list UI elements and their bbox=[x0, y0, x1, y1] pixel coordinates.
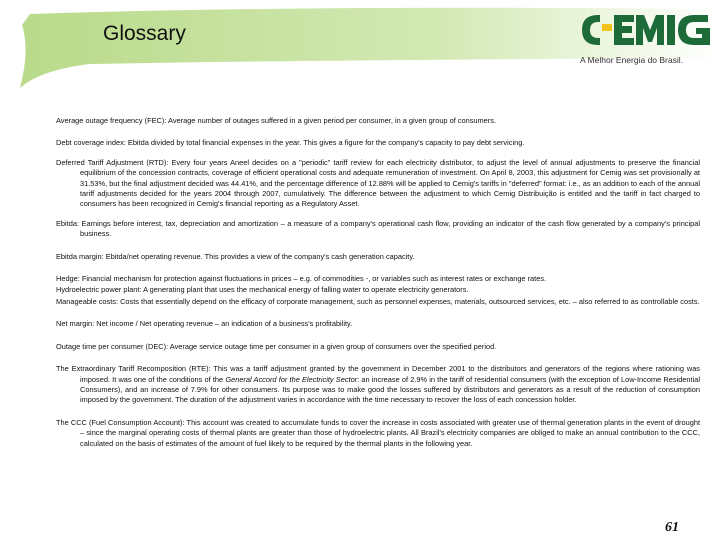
glossary-entry-debt-coverage: Debt coverage index: Ebitda divided by total financial expenses in the year. This gives a figure for the company's capacity to pay debt servicing. bbox=[56, 138, 525, 148]
logo-tagline: A Melhor Energia do Brasil. bbox=[580, 55, 683, 65]
glossary-list bbox=[56, 116, 700, 449]
glossary-entry-hydroelectric: Hydroelectric power plant: A generating plant that uses the mechanical energy of falling water to operate electricity generators. bbox=[56, 285, 469, 295]
glossary-entry-ccc: The CCC (Fuel Consumption Account): This account was created to accumulate funds to cover the increase in costs associated with greater use of thermal generation plants in the event of drought – since the marginal operating costs of thermal plants are greater than those of hydroelectric plants. All Brazil's electricity companies are obliged to make an annual contribution to the CCC, calculated on the basis of estimates of the amount of fuel likely to be required by the thermal plants in the following year. bbox=[56, 417, 700, 448]
rte-text-before: The Extraordinary Tariff Recomposition (RTE): This was a tariff adjustment granted by the government in December 2001 to the distributors and generators of the regions where rationing was imposed. It was one of the conditions of the bbox=[56, 364, 700, 384]
glossary-entry-net-margin: Net margin: Net income / Net operating revenue – an indication of a business's profitability. bbox=[56, 319, 353, 329]
glossary-entry-ebitda: Ebitda: Earnings before interest, tax, depreciation and amortization – a measure of a company's operational cash flow, providing an indicator of the cash flow generated by a company's principal business. bbox=[56, 218, 700, 239]
glossary-entry-manageable-costs: Manageable costs: Costs that essentially depend on the efficacy of corporate management, such as personnel expenses, materials, outsourced services, etc. – also referred to as controllable costs. bbox=[56, 296, 700, 306]
page-title: Glossary bbox=[103, 22, 186, 45]
glossary-entry-ebitda-margin: Ebitda margin: Ebitda/net operating revenue. This provides a view of the company's cash generation capacity. bbox=[56, 251, 415, 261]
glossary-entry-rte bbox=[56, 364, 700, 406]
rte-text-after: : an increase of 2.9% in the tariff of residential consumers (with the exception of Low-Income Residential Consumers), and an increase of 7.9% for other consumers. Its purpose was to make good the losses suffered by distributors and generators as a result of the reduction of consumption imposed by the government. The duration of the adjustment varies in accordance with the time necessary to recover the loss of each concession holder. bbox=[80, 374, 700, 405]
glossary-entry-dec: Outage time per consumer (DEC): Average service outage time per consumer in a given group of consumers over the specified period. bbox=[56, 341, 497, 351]
rte-italic-text: General Accord for the Electricity Sector bbox=[225, 374, 358, 384]
page-number: 61 bbox=[665, 520, 679, 535]
glossary-entry-rtd: Deferred Tariff Adjustment (RTD): Every four years Aneel decides on a "periodic" tariff review for each electricity distributor, to adjust the level of annual adjustments to preserve the financial equilibrium of the concession contracts, coverage of efficient operational costs and adequate remuneration of investment. On April 8, 2003, this adjustment for Cemig was set provisionally at 31.53%, but the final adjustment decided was 44.41%, and the percentage difference of 12.88% will be applied to Cemig's tariffs in "deferred" format: i.e., as an addition to each of the annual tariff adjustments decided for the years 2004 through 2007, cumulatively. The difference between the adjustment to which Cemig Distribuição is entitled and the tariff in fact charged to consumers has been recognized in Cemig's financial reporting as a Regulatory Asset. bbox=[56, 157, 700, 209]
glossary-entry-hedge: Hedge: Financial mechanism for protection against fluctuations in prices – e.g. of commodities -, or variables such as interest rates or exchange rates. bbox=[56, 274, 547, 284]
cemig-logo bbox=[578, 10, 714, 50]
glossary-entry-fec: Average outage frequency (FEC): Average number of outages suffered in a given period per consumer, in a given group of consumers. bbox=[56, 116, 497, 125]
